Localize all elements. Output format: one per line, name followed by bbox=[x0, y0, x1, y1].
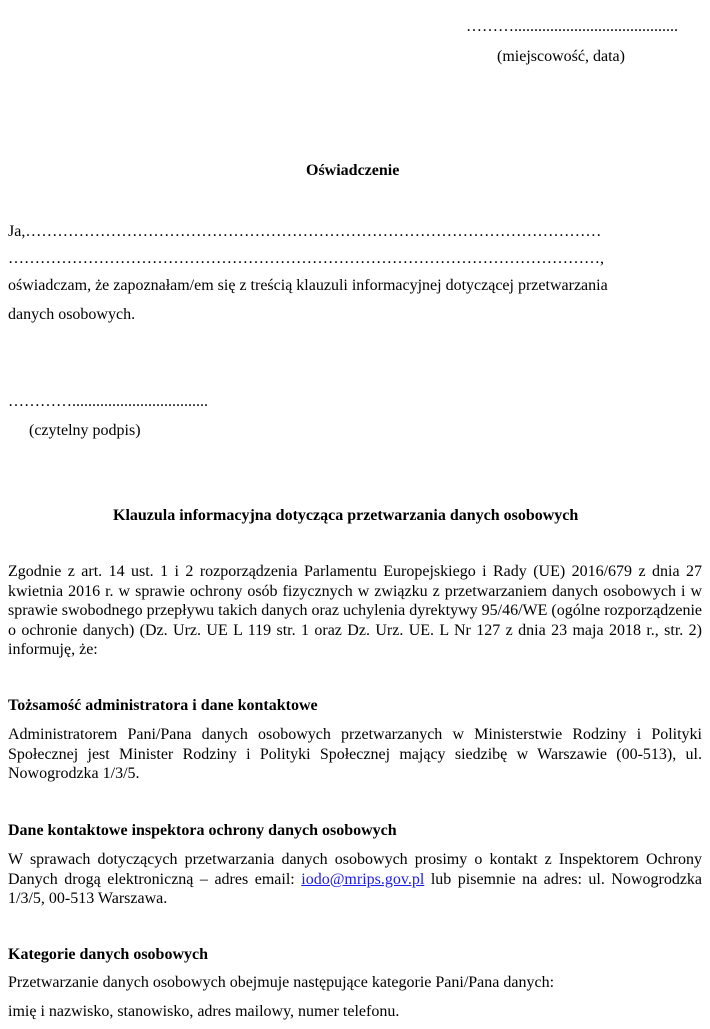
section-body-inspector-text bbox=[8, 850, 702, 909]
section-body-administrator bbox=[8, 725, 702, 784]
clause-intro-text: Zgodnie z art. 14 ust. 1 i 2 rozporządzenia Parlamentu Europejskiego i Rady (UE) 2016/679 z dnia 27 kwietnia 2016 r. w sprawie ochrony osób fizycznych w związku z przetwarzaniem danych osobowych i w sprawie swobodnego przepływu takich danych oraz uchylenia dyrektywy 95/46/WE (ogólne rozporządzenie o ochronie danych) (Dz. Urz. UE L 119 str. 1 oraz Dz. Urz. UE. L Nr 127 z dnia 23 maja 2018 r., str. 2) informuję, że: bbox=[8, 563, 702, 658]
declaration-title: Oświadczenie bbox=[306, 162, 400, 179]
inspector-text-after: lub pisemnie na adres: ul. Nowogrodzka 1/3/5, 00-513 Warszawa. bbox=[8, 870, 703, 907]
section-heading-inspector: Dane kontaktowe inspektora ochrony danych osobowych bbox=[8, 822, 397, 839]
place-date-label: (miejscowość, data) bbox=[497, 48, 625, 65]
place-date-dots: ………......................................... bbox=[466, 18, 678, 35]
inspector-text-before: W sprawach dotyczących przetwarzania danych osobowych prosimy o kontakt z Inspektorem Ochrony Danych drogą elektroniczną – adres email: bbox=[8, 851, 702, 888]
declaration-name-line-2: …………………………………………………………………………………………………, bbox=[8, 250, 604, 267]
declaration-name-line: Ja,……………………………………………………………………………………………… bbox=[8, 223, 602, 240]
categories-line-1: Przetwarzanie danych osobowych obejmuje następujące kategorie Pani/Pana danych: bbox=[8, 974, 555, 991]
declaration-text-line-end: danych osobowych. bbox=[8, 306, 136, 323]
categories-line-2: imię i nazwisko, stanowisko, adres mailowy, numer telefonu. bbox=[8, 1003, 400, 1020]
inspector-email-link[interactable]: iodo@mrips.gov.pl bbox=[301, 870, 425, 888]
section-body-administrator-text: Administratorem Pani/Pana danych osobowych przetwarzanych w Ministerstwie Rodziny i Polityki Społecznej jest Minister Rodziny i Polityki Społecznej mający siedzibę w Warszawie (00-513), ul. Nowogrodzka 1/3/5. bbox=[8, 726, 702, 782]
clause-title: Klauzula informacyjna dotycząca przetwarzania danych osobowych bbox=[113, 507, 579, 524]
signature-dots: ………….................................. bbox=[8, 393, 208, 410]
signature-label: (czytelny podpis) bbox=[29, 422, 141, 439]
declaration-text-line: oświadczam, że zapoznałam/em się z treścią klauzuli informacyjnej dotyczącej przetwarzania bbox=[8, 277, 608, 294]
clause-intro bbox=[8, 562, 702, 660]
section-heading-categories: Kategorie danych osobowych bbox=[8, 946, 208, 963]
section-heading-administrator: Tożsamość administratora i dane kontaktowe bbox=[8, 697, 318, 714]
section-body-inspector bbox=[8, 850, 702, 909]
